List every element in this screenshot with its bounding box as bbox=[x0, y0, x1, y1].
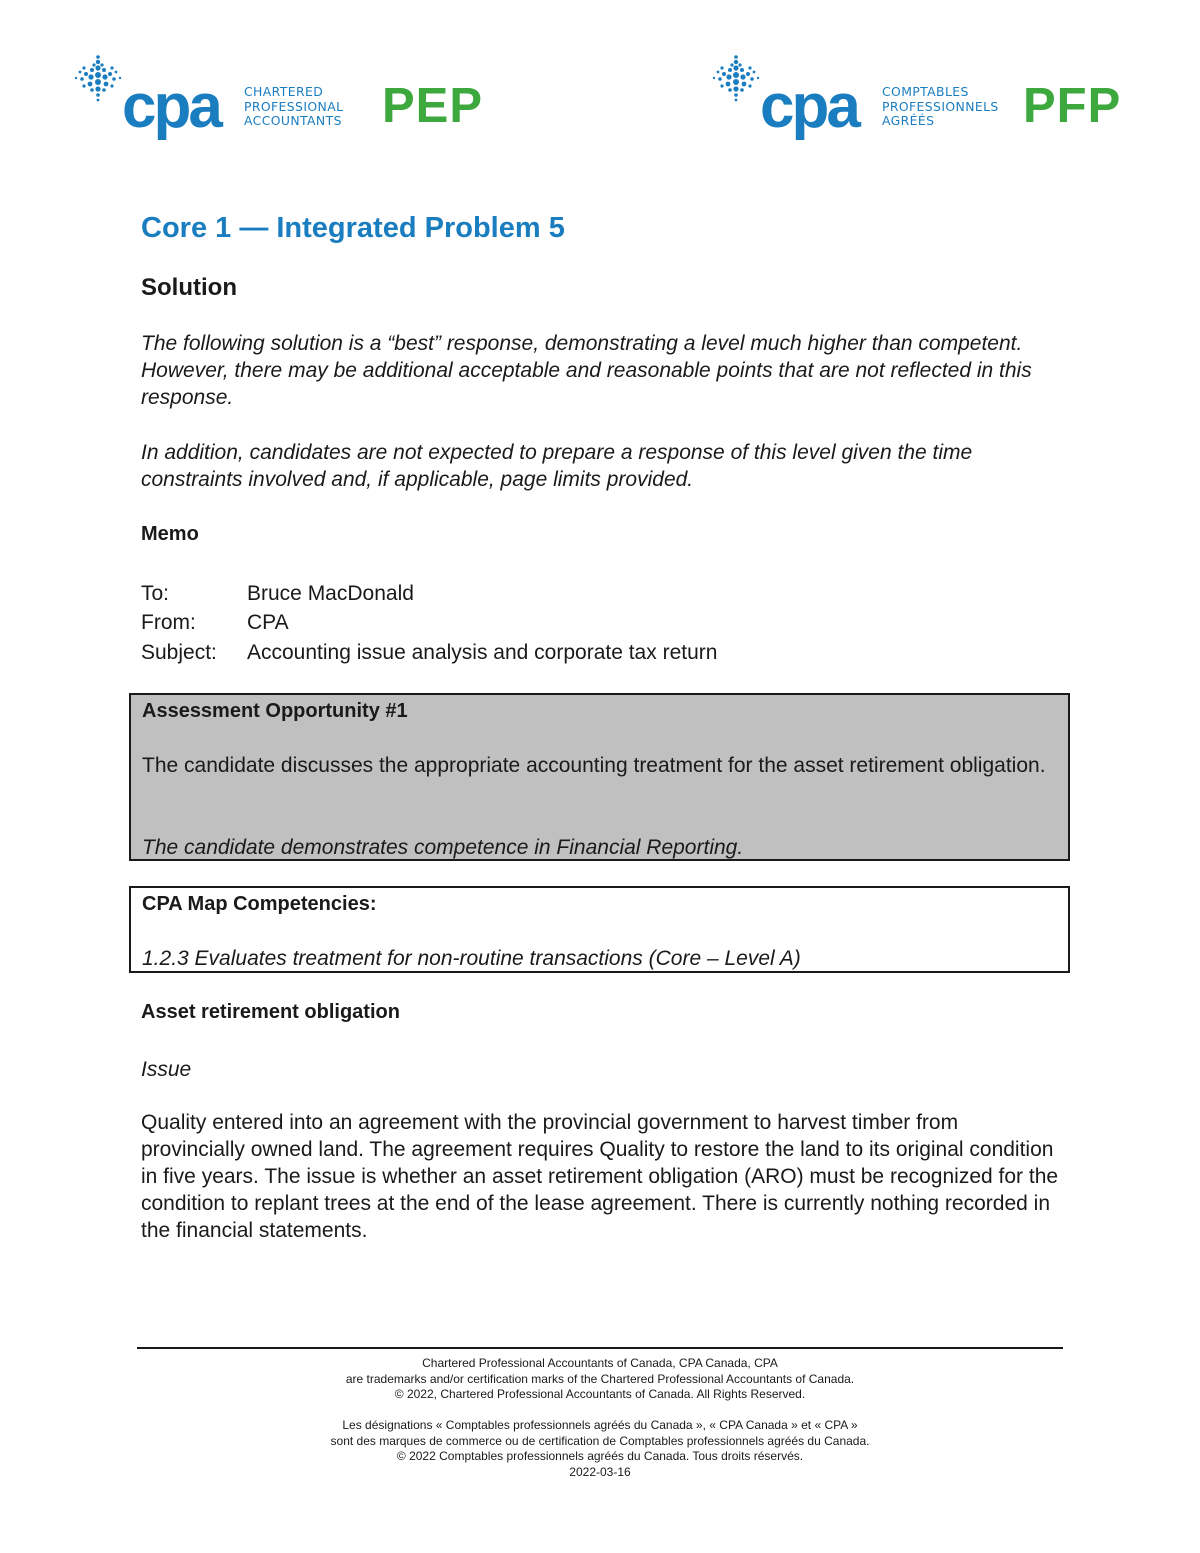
assessment-heading: Assessment Opportunity #1 bbox=[142, 700, 408, 722]
assessment-opportunity-box bbox=[129, 693, 1070, 861]
footer-french: Les désignations « Comptables professionnels agréés du Canada », « CPA Canada » et « CPA » sont des marques de commerce ou de certification de Comptables professionnels agréés du Canada. © 2022 Comptables professionnels agréés du Canada. Tous droits réservés. 2022-03-16 bbox=[137, 1418, 1063, 1480]
memo-value: CPA bbox=[247, 611, 289, 634]
memo-row-from bbox=[141, 609, 289, 636]
memo-label: From: bbox=[141, 611, 196, 634]
issue-paragraph: Quality entered into an agreement with the provincial government to harvest timber from provincially owned land. The agreement requires Quality to restore the land to its original condition in five years. The issue is whether an asset retirement obligation (ARO) must be recognized for the condition to replant trees at the end of the lease agreement. There is currently nothing recorded in the financial statements. bbox=[141, 1111, 1059, 1242]
org-name-english: CHARTERED PROFESSIONAL ACCOUNTANTS bbox=[244, 84, 344, 129]
competencies-box bbox=[129, 886, 1070, 973]
memo-row-subject bbox=[141, 639, 717, 666]
footer-date: 2022-03-16 bbox=[569, 1464, 631, 1479]
logo-cpa-french bbox=[710, 54, 1130, 144]
logo-cpa-english bbox=[72, 54, 492, 144]
program-code-pfp: PFP bbox=[1023, 79, 1122, 133]
memo-heading: Memo bbox=[141, 523, 199, 545]
program-code-pep: PEP bbox=[382, 79, 484, 133]
memo-value: Accounting issue analysis and corporate tax return bbox=[247, 641, 718, 664]
maple-leaf-dots-icon bbox=[710, 54, 762, 106]
memo-row-to bbox=[141, 580, 414, 607]
memo-label: To: bbox=[141, 582, 170, 605]
issue-label: Issue bbox=[141, 1058, 192, 1081]
intro-paragraph-2: In addition, candidates are not expected to prepare a response of this level given the time constraints involved and, if applicable, page limits provided. bbox=[141, 441, 973, 491]
maple-leaf-dots-icon bbox=[72, 54, 124, 106]
aro-heading: Asset retirement obligation bbox=[141, 1001, 400, 1023]
footer-english: Chartered Professional Accountants of Canada, CPA Canada, CPA are trademarks and/or certification marks of the Chartered Professional Accountants of Canada. © 2022, Chartered Professional Accountants of Canada. All Rights Reserved. bbox=[345, 1356, 855, 1402]
page-title: Core 1 — Integrated Problem 5 bbox=[141, 212, 565, 244]
assessment-competence: The candidate demonstrates competence in Financial Reporting. bbox=[142, 836, 744, 859]
cpa-wordmark: cpa bbox=[122, 72, 220, 141]
memo-label: Subject: bbox=[141, 641, 217, 664]
assessment-text: The candidate discusses the appropriate accounting treatment for the asset retirement obligation. bbox=[142, 754, 1046, 777]
intro-paragraph-1: The following solution is a “best” response, demonstrating a level much higher than competent. However, there may be additional acceptable and reasonable points that are not reflected in this response. bbox=[141, 332, 1032, 409]
competency-item: 1.2.3 Evaluates treatment for non-routine transactions (Core – Level A) bbox=[142, 947, 801, 970]
memo-value: Bruce MacDonald bbox=[247, 582, 414, 605]
solution-heading: Solution bbox=[141, 274, 237, 301]
org-name-french: COMPTABLES PROFESSIONNELS AGRÉÉS bbox=[882, 84, 999, 129]
cpa-wordmark: cpa bbox=[760, 72, 858, 141]
footer-divider bbox=[137, 1347, 1063, 1349]
competencies-heading: CPA Map Competencies: bbox=[142, 893, 377, 915]
